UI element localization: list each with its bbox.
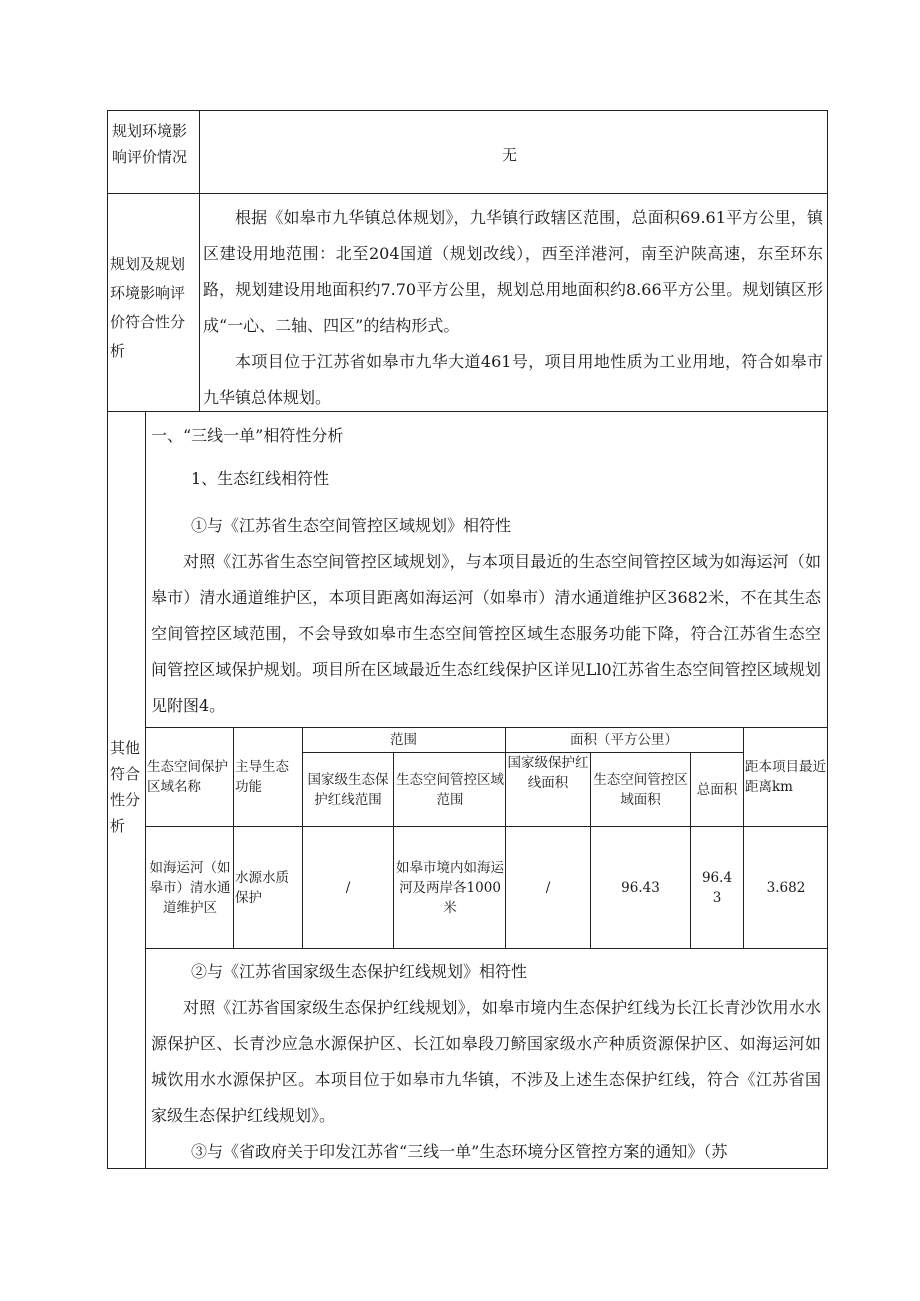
table-cell-distance: 3.682 [766,879,806,896]
table-header-control-scope: 生态空间管控区域范围 [396,771,504,808]
space-control-paragraph: 对照《江苏省生态空间管控区域规划》，与本项目最近的生态空间管控区域为如海运河（如皋市）清水通道维护区，本项目距离如海运河（如皋市）清水通道维护区3682米，不在其生态空间管控区域范围，不会导致如皋市生态空间管控区域生态服务功能下降，符合江苏省生态空间管控区域保护规划。项目所在区域最近生态红线保护区详见Ll0江苏省生态空间管控区域规划见附图4。 [151,552,821,715]
planning-conformity-paragraph-2: 本项目位于江苏省如皋市九华大道461号，项目用地性质为工业用地，符合如皋市九华镇总体规划。 [203,352,823,407]
rule-label-split-lower [145,411,146,1169]
table-cell-function: 水源水质保护 [235,869,289,906]
table-header-name: 生态空间保护区域名称 [147,759,228,795]
table-col-rule-7 [743,727,744,949]
heading-ecological-redline: 1、生态红线相符性 [191,469,330,488]
rule-label-split-upper [199,110,200,412]
rule-top [107,110,828,111]
table-cell-total-area: 96.43 [701,869,733,906]
table-col-rule-1 [233,727,234,949]
heading-three-lines: 一、“三线一单”相符性分析 [151,426,344,445]
other-conformity-label: 其他符合性分析 [110,739,141,835]
table-header-national-area: 国家级保护红线面积 [507,755,589,791]
table-header-control-area: 生态空间管控区域面积 [593,771,688,808]
heading-zoning-control-notice: ③与《省政府关于印发江苏省“三线一单”生态环境分区管控方案的通知》（苏 [191,1142,728,1161]
heading-space-control-plan: ①与《江苏省生态空间管控区域规划》相符性 [191,516,512,535]
rule-row1-bottom [107,193,828,194]
planning-conformity-paragraph-1: 根据《如皋市九华镇总体规划》，九华镇行政辖区范围，总面积69.61平方公里，镇区建设用地范围：北至204国道（规划改线），西至洋港河，南至沪陕高速，东至环东路，规划建设用地面积约7.70平方公里，规划总用地面积约8.66平方公里。规划镇区形成“一心、二轴、四区”的结构形式。 [203,208,823,335]
planning-eia-value: 无 [502,146,518,164]
table-header-area-group: 面积（平方公里） [570,732,678,748]
table-header-total-area: 总面积 [696,781,738,798]
table-cell-national-scope: / [345,879,351,896]
national-redline-paragraph: 对照《江苏省国家级生态保护红线规划》，如皋市境内生态保护红线为长江长青沙饮用水水源保护区、长青沙应急水源保护区、长江如皋段刀鲚国家级水产种质资源保护区、如海运河如城饮用水水源保护区。本项目位于如皋市九华镇，不涉及上述生态保护红线，符合《江苏省国家级生态保护红线规划》。 [151,998,821,1125]
table-col-rule-3 [393,752,394,949]
table-header-scope-group: 范围 [390,732,417,748]
rule-left [107,110,108,1169]
table-header-national-scope: 国家级生态保护红线范围 [307,771,389,808]
table-cell-control-scope: 如皋市境内如海运河及两岸各1000米 [396,859,504,916]
planning-eia-label: 规划环境影响评价情况 [112,122,188,166]
table-header-distance: 距本项目最近距离km [745,759,826,795]
table-header-function: 主导生态功能 [235,759,289,795]
heading-national-redline-plan: ②与《江苏省国家级生态保护红线规划》相符性 [191,962,528,981]
planning-conformity-label: 规划及规划环境影响评价符合性分析 [110,255,186,360]
table-cell-control-area: 96.43 [621,879,660,896]
table-cell-name: 如海运河（如皋市）清水通道维护区 [149,859,231,916]
table-cell-national-area: / [545,879,551,896]
rule-right [827,110,828,1169]
table-bottom-rule [145,948,828,949]
